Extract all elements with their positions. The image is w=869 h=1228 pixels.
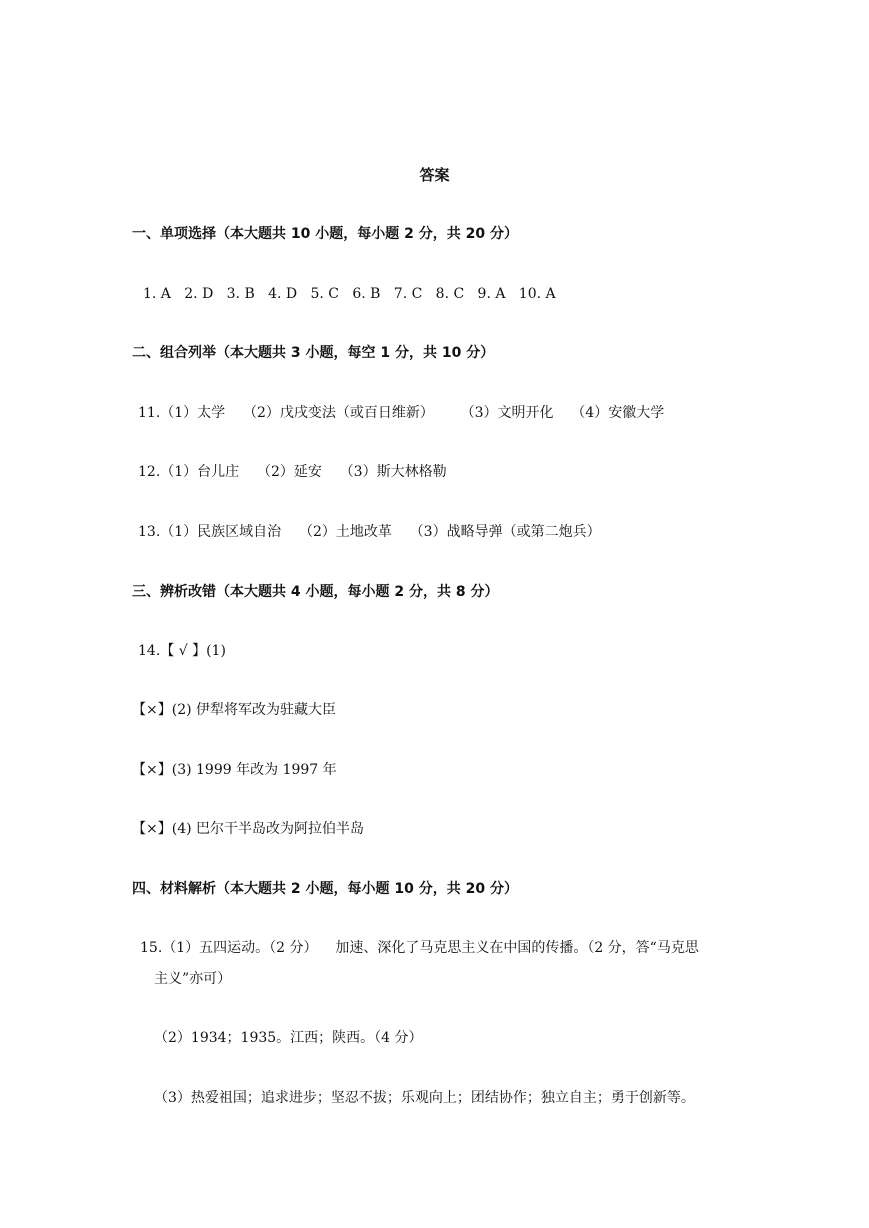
section1-answers: 1. A 2. D 3. B 4. D 5. C 6. B 7. C 8. C 9. A 10. A [143, 286, 556, 302]
answer-q14-4: 【×】(4) 巴尔干半岛改为阿拉伯半岛 [132, 821, 365, 837]
answer-q12: 12.（1）台儿庄 （2）延安 （3）斯大林格勒 [138, 464, 447, 480]
answer-q13: 13.（1）民族区域自治 （2）土地改革 （3）战略导弹（或第二炮兵） [138, 524, 601, 540]
section4-heading: 四、材料解析（本大题共 2 小题，每小题 10 分，共 20 分） [132, 881, 518, 897]
answer-q14-2: 【×】(2) 伊犁将军改为驻藏大臣 [132, 702, 337, 718]
answer-q15-1-line1: 15.（1）五四运动。（2 分） 加速、深化了马克思主义在中国的传播。（2 分，答“马克思 [140, 940, 699, 956]
page-title: 答案 [419, 166, 450, 184]
answer-q15-3: （3）热爱祖国；追求进步；坚忍不拔；乐观向上；团结协作；独立自主；勇于创新等。 [154, 1090, 695, 1106]
answer-q14-3: 【×】(3) 1999 年改为 1997 年 [132, 762, 337, 778]
answer-q15-2: （2）1934；1935。江西；陕西。（4 分） [154, 1030, 423, 1046]
section1-heading: 一、单项选择（本大题共 10 小题，每小题 2 分，共 20 分） [132, 226, 518, 242]
answer-q15-1-line2: 主义”亦可） [154, 971, 232, 987]
answer-q14-1: 14.【 √ 】(1) [138, 643, 226, 659]
section2-heading: 二、组合列举（本大题共 3 小题，每空 1 分，共 10 分） [132, 345, 495, 361]
section3-heading: 三、辨析改错（本大题共 4 小题，每小题 2 分，共 8 分） [132, 584, 499, 600]
answer-q11: 11.（1）太学 （2）戊戌变法（或百日维新） （3）文明开化 （4）安徽大学 [138, 405, 665, 421]
